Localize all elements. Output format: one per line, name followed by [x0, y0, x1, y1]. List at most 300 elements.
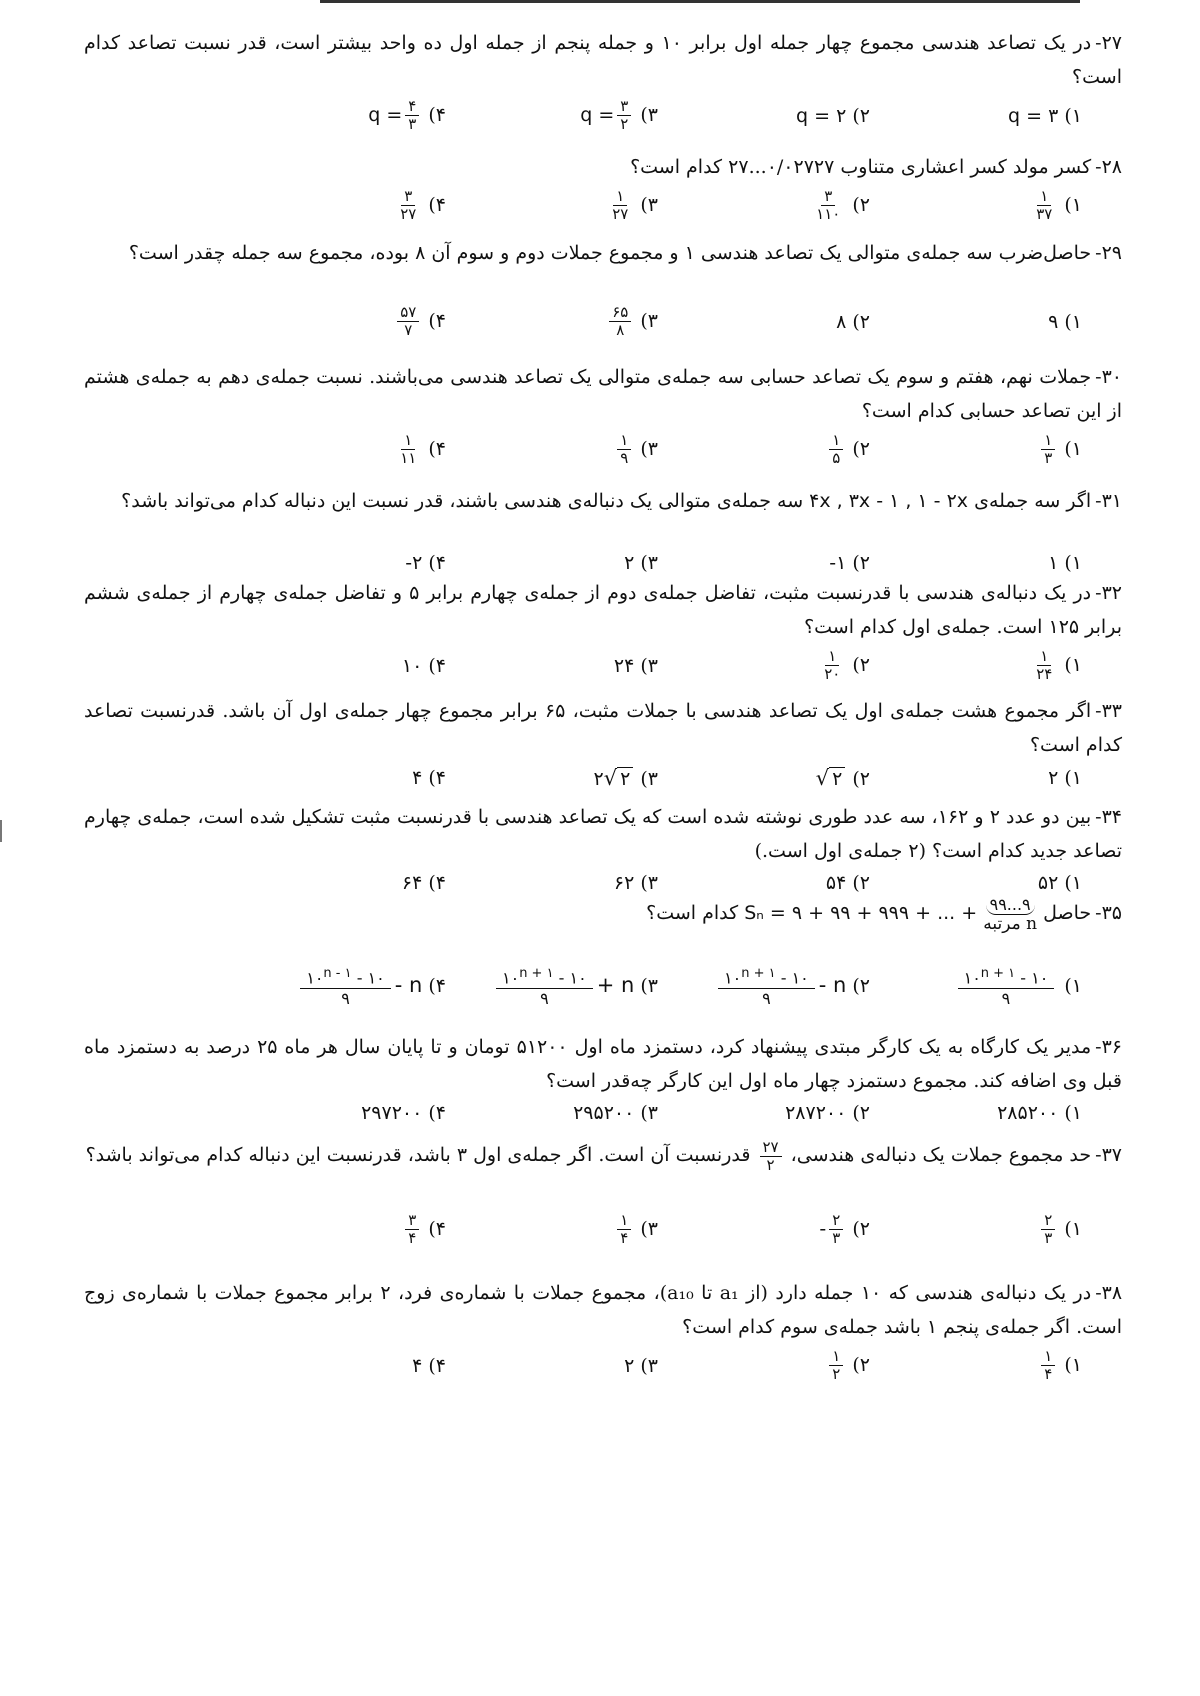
option-value: ۵۴: [825, 872, 847, 894]
question-block: [84, 800, 1122, 894]
question-body: حاصل‌ضرب سه جمله‌ی متوالی یک تصاعد هندسی ۱ و مجموع جملات دوم و سوم آن ۸ بوده، مجموع سه جمله چقدر است؟: [128, 242, 1092, 264]
answer-option: [234, 767, 446, 789]
answer-option: [658, 188, 870, 223]
scan-edge-mark: [0, 820, 2, 842]
option-label: ۳): [640, 1218, 658, 1240]
option-value: ۵۲: [1037, 872, 1059, 894]
fraction-numerator: ۱: [1037, 188, 1051, 206]
question-text: [84, 576, 1122, 644]
option-math: [796, 105, 846, 127]
option-value: ۲۴: [613, 654, 635, 677]
option-label: ۳): [640, 194, 658, 216]
option-label: ۲): [852, 654, 870, 676]
question-block: [84, 26, 1122, 133]
question-text: [84, 1138, 1122, 1174]
option-label: ۲): [852, 768, 870, 790]
question-text: [84, 484, 1122, 518]
answer-option: [870, 648, 1082, 683]
answer-option: [658, 766, 870, 790]
option-fraction: [397, 432, 419, 467]
inline-fraction: [760, 1139, 782, 1174]
answer-option: [234, 304, 446, 339]
answer-option: [234, 655, 446, 677]
answer-option: [234, 552, 446, 574]
option-label: ۱): [1064, 1354, 1082, 1376]
fraction-denominator: ۹: [762, 989, 771, 1009]
answer-option: [446, 98, 658, 133]
question-body: کسر مولد کسر اعشاری متناوب ۰/۰۲۷۲۷...۲۷ کدام است؟: [630, 156, 1092, 178]
option-label: ۳): [640, 1354, 658, 1377]
fraction-denominator: ۲: [766, 1155, 775, 1174]
option-fraction: [1041, 1348, 1055, 1383]
question-number: ۲۸-: [1095, 156, 1122, 178]
option-value: -۲: [405, 552, 423, 574]
question-body: اگر مجموع هشت جمله‌ی اول یک تصاعد هندسی با جملات مثبت، ۶۵ برابر مجموع چهار جمله‌ی اول آن باشد. قدرنسبت تصاعد کدام است؟: [84, 700, 1122, 756]
option-math: [1030, 647, 1058, 683]
fraction-tail: - n: [394, 973, 423, 998]
option-math: [606, 303, 634, 339]
option-math: [819, 1211, 846, 1247]
option-label: ۳): [640, 975, 658, 998]
option-fraction: [829, 1212, 843, 1247]
question-number: ۳۴-: [1095, 806, 1122, 828]
option-math: [402, 1211, 422, 1247]
fraction-numerator: ۴: [405, 98, 419, 116]
answer-option: [658, 1348, 870, 1383]
power-base: ۱۰: [724, 968, 742, 988]
option-label: ۴): [428, 872, 446, 894]
question-number: ۳۶-: [1095, 1036, 1123, 1058]
option-math: [785, 1102, 846, 1124]
question-text: [84, 236, 1122, 270]
option-fraction: [1041, 432, 1055, 467]
fraction-numerator: ۲: [1041, 1212, 1055, 1230]
option-label: ۳): [640, 654, 658, 677]
fraction-numerator: ۳: [401, 188, 415, 206]
option-label: ۱): [1064, 104, 1082, 127]
answer-option: [658, 311, 870, 333]
option-value: ۲: [1048, 767, 1059, 789]
question-text: [84, 896, 1122, 933]
option-value: q = ۲: [796, 104, 847, 127]
answer-option: [446, 304, 658, 339]
fraction-numerator: [300, 964, 391, 989]
option-value: ۹: [1048, 310, 1059, 333]
top-rule: [320, 0, 1080, 3]
option-fraction: [617, 1212, 631, 1247]
sqrt-radicand: ۲: [829, 767, 845, 790]
option-math: [810, 187, 846, 223]
option-label: ۴): [428, 1354, 446, 1377]
option-math: [614, 1211, 634, 1247]
option-math: [394, 303, 422, 339]
question-number: ۳۳-: [1095, 700, 1122, 722]
numerator-rest: - ۱۰: [356, 968, 385, 988]
question-text: [84, 26, 1122, 94]
option-label: ۴): [428, 975, 446, 998]
option-math: [1038, 872, 1058, 894]
fraction-numerator: ۱: [829, 432, 843, 450]
question-body-end: کدام است؟: [646, 902, 739, 924]
sqrt-symbol: √: [815, 766, 830, 790]
answer-option: [870, 1102, 1082, 1124]
answer-option: [870, 311, 1082, 333]
question-text: [84, 800, 1122, 868]
fraction-denominator: ۲۷: [400, 205, 417, 223]
fraction-denominator: ۱۱۰: [816, 205, 841, 223]
answer-options: [84, 188, 1122, 223]
question-block: [84, 694, 1122, 790]
option-math: [1038, 1211, 1058, 1247]
fraction-numerator: [958, 964, 1055, 989]
option-label: ۴): [428, 438, 446, 460]
answer-option: [234, 1355, 446, 1377]
answer-option: [870, 552, 1082, 574]
power-base: ۱۰: [502, 968, 520, 988]
option-math: [296, 966, 423, 1009]
underbrace-term: [983, 896, 1037, 933]
option-label: ۴): [428, 310, 446, 332]
option-math: [1008, 105, 1058, 127]
option-math: [412, 1355, 422, 1377]
fraction-denominator: ۲: [620, 115, 629, 133]
option-math: [714, 966, 847, 1009]
option-math: [368, 97, 422, 133]
answer-option: [870, 964, 1082, 1009]
fraction-numerator: ۶۵: [609, 304, 631, 322]
answer-option: [234, 1212, 446, 1247]
option-fraction: [405, 98, 419, 133]
answer-option: [658, 648, 870, 683]
option-math: [405, 552, 422, 574]
option-math: [394, 187, 422, 223]
option-label: ۲): [852, 552, 870, 574]
math-expression: ۴x , ۳x - ۱ , ۱ - ۲x: [809, 490, 969, 512]
option-math: [1048, 311, 1058, 333]
option-math: [1048, 767, 1058, 789]
option-fraction: [397, 188, 419, 223]
option-fraction: [609, 188, 631, 223]
question-block: [84, 1137, 1122, 1247]
answer-option: [658, 1102, 870, 1124]
option-fraction: [609, 304, 631, 339]
option-value: ۶۲: [613, 872, 635, 894]
question-number: ۳۸-: [1095, 1282, 1123, 1304]
question-body: جملات نهم، هفتم و سوم یک تصاعد حسابی سه جمله‌ی متوالی یک تصاعد هندسی می‌باشند. نسبت جمله‌ی دهم به جمله‌ی هشتم از این تصاعد حسابی کدام است؟: [84, 366, 1122, 422]
fraction-numerator: ۵۷: [397, 304, 419, 322]
option-fraction: [617, 98, 631, 133]
option-label: ۴): [428, 1102, 446, 1124]
fraction-numerator: ۱: [617, 432, 631, 450]
answer-options: [84, 1348, 1122, 1383]
option-label: ۲): [852, 310, 870, 333]
option-label: ۱): [1064, 1102, 1082, 1124]
option-fraction: [405, 1212, 419, 1247]
option-label: ۲): [852, 1102, 870, 1124]
fraction-numerator: ۲: [829, 1212, 843, 1230]
answer-option: [870, 432, 1082, 467]
option-fraction: [821, 648, 843, 683]
option-fraction: [617, 432, 631, 467]
fraction-denominator: ۳: [408, 115, 417, 133]
answer-option: [234, 188, 446, 223]
power-exponent: n + ۱: [980, 966, 1016, 981]
option-label: ۱): [1064, 1218, 1082, 1240]
option-value: ۱۰: [401, 654, 423, 677]
option-fraction: [1033, 188, 1055, 223]
option-value: ۱: [1048, 552, 1059, 574]
question-block: [84, 360, 1122, 467]
option-label: ۱): [1064, 438, 1082, 460]
option-math: [614, 872, 634, 894]
fraction-numerator: ۳: [405, 1212, 419, 1230]
fraction-numerator: ۱: [1041, 1348, 1055, 1366]
option-math: [492, 966, 635, 1009]
option-value: q = ۳: [1008, 104, 1059, 127]
option-label: ۴): [428, 767, 446, 789]
option-fraction: [813, 188, 843, 223]
question-number: ۲۹-: [1095, 242, 1122, 264]
question-number: ۳۲-: [1095, 582, 1122, 604]
answer-option: [446, 1212, 658, 1247]
option-fraction: [496, 964, 593, 1009]
question-body: بین دو عدد ۲ و ۱۶۲، سه عدد طوری نوشته شده است که یک تصاعد هندسی با قدرنسبت مثبت تشکیل شده است، جمله‌ی چهارم تصاعد جدید کدام است؟ (۲ جمله‌ی اول است.): [84, 806, 1122, 862]
fraction-denominator: ۴: [408, 1229, 417, 1247]
answer-option: [446, 188, 658, 223]
option-value: q =: [368, 104, 403, 126]
question-block: [84, 484, 1122, 574]
option-label: ۴): [428, 104, 446, 126]
answer-option: [234, 872, 446, 894]
option-value: ۲: [624, 1354, 635, 1377]
question-body: در یک دنباله‌ی هندسی که ۱۰ جمله دارد (از a₁ تا a₁₀)، مجموع جملات با شماره‌ی فرد، ۲ برابر مجموع جملات با شماره‌ی زوج است. اگر جمله‌ی پنجم ۱ باشد جمله‌ی سوم کدام است؟: [84, 1282, 1122, 1338]
fraction-numerator: ۲۷: [760, 1139, 782, 1157]
option-label: ۴): [428, 1218, 446, 1240]
option-math: [402, 872, 422, 894]
power-exponent: n - ۱: [323, 966, 352, 981]
option-label: ۱): [1064, 872, 1082, 894]
option-math: [818, 647, 846, 683]
option-math: [829, 552, 846, 574]
power-base: ۱۰: [963, 968, 981, 988]
option-math: [826, 872, 846, 894]
option-label: ۳): [640, 872, 658, 894]
option-label: ۳): [640, 768, 658, 790]
option-math: [624, 1355, 634, 1377]
fraction-numerator: ۱: [617, 1212, 631, 1230]
option-label: ۴): [428, 194, 446, 216]
question-block: [84, 895, 1122, 1009]
numerator-rest: - ۱۰: [1020, 968, 1049, 988]
option-math: [624, 552, 634, 574]
option-math: [1038, 431, 1058, 467]
question-block: [84, 150, 1122, 223]
question-body-start: حاصل: [1043, 902, 1092, 924]
option-label: ۳): [640, 552, 658, 574]
option-value: -۱: [829, 552, 847, 574]
option-label: ۱): [1064, 654, 1082, 676]
answer-option: [658, 964, 870, 1009]
sqrt-radicand: ۲: [617, 767, 633, 790]
option-math: [1048, 552, 1058, 574]
option-fraction: [958, 964, 1055, 1009]
answer-options: [84, 304, 1122, 339]
question-number: ۲۷-: [1095, 32, 1122, 54]
option-math: [997, 1102, 1058, 1124]
question-text: [84, 150, 1122, 184]
fraction-numerator: ۳: [617, 98, 631, 116]
fraction-denominator: ۲۴: [1036, 665, 1053, 683]
answer-option: [234, 98, 446, 133]
underbrace-label: n مرتبه: [983, 914, 1038, 934]
option-math: [1030, 187, 1058, 223]
fraction-numerator: [718, 964, 815, 989]
answer-option: [658, 1212, 870, 1247]
question-number: ۳۱-: [1095, 490, 1122, 512]
fraction-tail: - n: [818, 973, 847, 998]
option-value: ۲۸۷۲۰۰: [785, 1102, 847, 1124]
fraction-numerator: ۱: [825, 648, 839, 666]
option-label: ۳): [640, 438, 658, 460]
fraction-denominator: ۹: [620, 449, 629, 467]
fraction-denominator: ۲۰: [824, 665, 841, 683]
answer-option: [446, 766, 658, 790]
fraction-denominator: ۳: [1044, 1229, 1053, 1247]
answer-options: [84, 1212, 1122, 1247]
answer-option: [870, 767, 1082, 789]
option-fraction: [1041, 1212, 1055, 1247]
option-fraction: [1033, 648, 1055, 683]
answer-options: [84, 98, 1122, 133]
answer-option: [870, 1212, 1082, 1247]
fraction-numerator: ۱: [1037, 648, 1051, 666]
fraction-denominator: ۲۷: [612, 205, 629, 223]
option-math: [580, 97, 634, 133]
option-fraction: [829, 1348, 843, 1383]
option-label: ۲): [852, 1354, 870, 1376]
option-fraction: [718, 964, 815, 1009]
option-math: [826, 431, 846, 467]
answer-options: [84, 432, 1122, 467]
answer-options: [84, 648, 1122, 683]
option-math: [361, 1102, 422, 1124]
option-math: [394, 431, 422, 467]
fraction-denominator: ۴: [1044, 1365, 1053, 1383]
option-label: ۱): [1064, 310, 1082, 333]
option-label: ۲): [852, 194, 870, 216]
fraction-denominator: ۳: [832, 1229, 841, 1247]
question-block: [84, 1276, 1123, 1383]
option-label: ۴): [428, 654, 446, 677]
option-label: ۳): [640, 1102, 658, 1124]
question-number: ۳۵-: [1095, 902, 1122, 924]
option-label: ۲): [852, 1218, 870, 1240]
answer-options: [84, 964, 1122, 1009]
option-value: ۲۹۷۲۰۰: [361, 1102, 423, 1124]
numerator-rest: - ۱۰: [780, 968, 809, 988]
question-block: [84, 1030, 1123, 1124]
option-math: [826, 1347, 846, 1383]
answer-option: [658, 432, 870, 467]
answer-option: [446, 964, 658, 1009]
option-label: ۲): [852, 975, 870, 998]
option-math: [954, 966, 1059, 1009]
fraction-tail: + n: [596, 973, 635, 998]
option-value: ۲: [593, 768, 604, 790]
fraction-denominator: ۹: [341, 989, 350, 1009]
fraction-numerator: ۱: [829, 1348, 843, 1366]
answer-option: [658, 872, 870, 894]
answer-options: [84, 766, 1122, 790]
fraction-numerator: ۱: [613, 188, 627, 206]
answer-option: [446, 1355, 658, 1377]
option-math: [412, 767, 422, 789]
question-number: ۳۰-: [1095, 366, 1122, 388]
option-math: [573, 1102, 634, 1124]
option-value: ۴: [412, 767, 423, 789]
fraction-denominator: ۸: [616, 321, 625, 339]
option-label: ۱): [1064, 767, 1082, 789]
option-value: ۲: [624, 552, 635, 574]
question-body: در یک تصاعد هندسی مجموع چهار جمله اول برابر ۱۰ و جمله پنجم از جمله اول ده واحد بیشتر است، قدر نسبت تصاعد کدام است؟: [84, 32, 1122, 88]
fraction-denominator: ۷: [404, 321, 413, 339]
option-math: [606, 187, 634, 223]
option-value: ۲۹۵۲۰۰: [573, 1102, 635, 1124]
option-label: ۴): [428, 552, 446, 574]
answer-options: [84, 872, 1122, 894]
option-math: [816, 768, 847, 790]
fraction-denominator: ۳: [1044, 449, 1053, 467]
option-math: [1038, 1347, 1058, 1383]
option-value: ۴: [412, 1354, 423, 1377]
option-label: ۲): [852, 438, 870, 460]
answer-option: [870, 872, 1082, 894]
answer-option: [870, 1348, 1082, 1383]
answer-option: [446, 655, 658, 677]
fraction-numerator: ۱: [401, 432, 415, 450]
option-math: [614, 431, 634, 467]
power-exponent: n + ۱: [741, 966, 776, 981]
question-body-start: اگر سه جمله‌ی: [974, 490, 1092, 512]
fraction-numerator: [496, 964, 593, 989]
fraction-denominator: ۹: [540, 989, 549, 1009]
fraction-denominator: ۹: [1001, 989, 1011, 1009]
option-math: [593, 768, 634, 790]
underbrace-digits: ۹۹...۹: [986, 896, 1035, 915]
fraction-denominator: ۴: [620, 1229, 629, 1247]
answer-option: [658, 105, 870, 127]
fraction-denominator: ۲: [832, 1365, 841, 1383]
question-body-end: سه جمله‌ی متوالی یک دنباله‌ی هندسی باشند، قدر نسبت این دنباله کدام می‌تواند باشد؟: [121, 490, 804, 512]
option-fraction: [397, 304, 419, 339]
answer-option: [446, 872, 658, 894]
question-number: ۳۷-: [1095, 1144, 1122, 1166]
question-text: [84, 1276, 1122, 1344]
answer-option: [446, 432, 658, 467]
option-fraction: [829, 432, 843, 467]
fraction-denominator: ۱۱: [400, 449, 417, 467]
numerator-rest: - ۱۰: [558, 968, 587, 988]
answer-options: [84, 1102, 1122, 1124]
math-expression: Sₙ = ۹ + ۹۹ + ۹۹۹ + ... +: [744, 902, 978, 924]
option-math: [402, 655, 422, 677]
option-value: -: [819, 1218, 827, 1240]
option-math: [836, 311, 846, 333]
question-text: [84, 360, 1122, 428]
fraction-numerator: ۱: [1041, 432, 1055, 450]
option-label: ۱): [1064, 194, 1082, 216]
question-body: مدیر یک کارگاه به یک کارگر مبتدی پیشنهاد کرد، دستمزد ماه اول ۵۱۲۰۰ تومان و تا پایان سال هر ماه ۲۵ درصد به دستمزد ماه قبل وی اضافه کند. مجموع دستمزد چهار ماه اول این کارگر چه‌قدر است؟: [84, 1036, 1122, 1092]
